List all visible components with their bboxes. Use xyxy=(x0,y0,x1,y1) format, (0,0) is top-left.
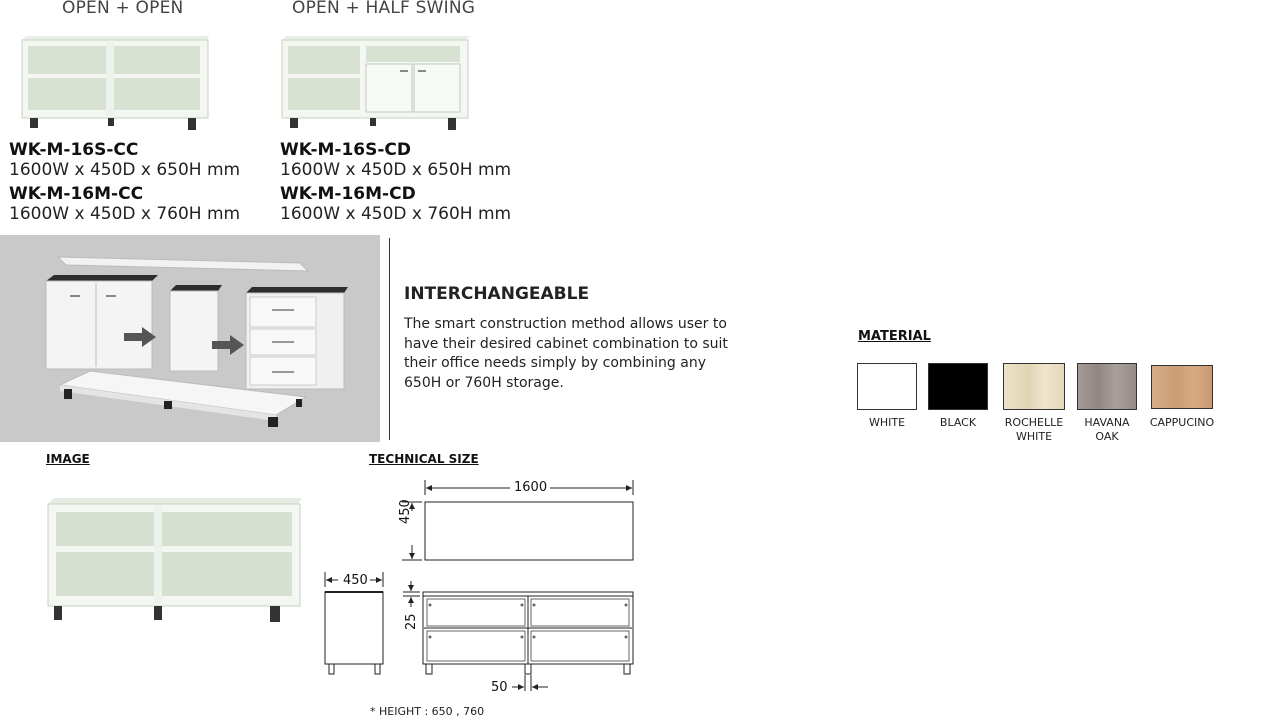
swatch-label-havana-line1: HAVANA xyxy=(1084,416,1130,429)
swatch-label-rochelle-line2: WHITE xyxy=(1015,430,1053,443)
material-title: MATERIAL xyxy=(858,329,931,344)
swatch-label-black: BLACK xyxy=(939,416,977,429)
section-divider xyxy=(389,238,390,440)
plinth-dimension-label: 25 xyxy=(404,613,419,630)
model-dims-16s-cc: 1600W x 450D x 650H mm xyxy=(9,160,241,180)
interchangeable-line-2: have their desired cabinet combination to suit xyxy=(404,335,728,352)
interchangeable-line-3: their office needs simply by combining any xyxy=(404,355,707,371)
depth-dimension-label: 450 xyxy=(398,499,413,524)
swatch-havana-oak[interactable] xyxy=(1077,363,1137,410)
side-view-outline xyxy=(325,592,383,664)
model-dims-16m-cd: 1600W x 450D x 760H mm xyxy=(280,204,512,224)
interchangeable-line-4: 650H or 760H storage. xyxy=(404,374,564,391)
swatch-label-havana-oak xyxy=(1072,416,1142,444)
swatch-label-cappucino: CAPPUCINO xyxy=(1149,416,1215,429)
swatch-label-havana-line2: OAK xyxy=(1095,430,1119,443)
interchangeable-description xyxy=(404,315,734,393)
top-view-outline xyxy=(425,502,633,560)
interchangeable-title: INTERCHANGEABLE xyxy=(404,284,590,304)
cabinet-product-image xyxy=(44,494,306,626)
side-depth-dimension-label: 450 xyxy=(343,573,368,588)
model-code-16s-cd: WK-M-16S-CD xyxy=(280,140,412,160)
model-dims-16m-cc: 1600W x 450D x 760H mm xyxy=(9,204,241,224)
model-dims-16s-cd: 1600W x 450D x 650H mm xyxy=(280,160,512,180)
model-code-16s-cc: WK-M-16S-CC xyxy=(9,140,139,160)
variant-title-open-half-swing: OPEN + HALF SWING xyxy=(292,0,476,18)
cabinet-open-open-image xyxy=(18,32,214,132)
interchangeable-exploded-image xyxy=(0,235,380,442)
variant-title-open-open: OPEN + OPEN xyxy=(62,0,184,18)
leg-dimension-label: 50 xyxy=(491,680,508,695)
swatch-label-white: WHITE xyxy=(868,416,906,429)
interchangeable-line-1: The smart construction method allows user to xyxy=(404,316,727,332)
swatch-cappucino[interactable] xyxy=(1151,365,1213,409)
swatch-black[interactable] xyxy=(928,363,988,410)
model-code-16m-cc: WK-M-16M-CC xyxy=(9,184,144,204)
swatch-label-rochelle-white xyxy=(999,416,1069,444)
swatch-rochelle-white[interactable] xyxy=(1003,363,1065,410)
width-dimension-label: 1600 xyxy=(514,480,548,495)
technical-size-title: TECHNICAL SIZE xyxy=(369,452,479,466)
image-section-title: IMAGE xyxy=(46,452,90,466)
swatch-label-rochelle-line1: ROCHELLE xyxy=(1004,416,1064,429)
cabinet-open-half-swing-image xyxy=(278,32,474,132)
swatch-white[interactable] xyxy=(857,363,917,410)
height-note: * HEIGHT : 650 , 760 xyxy=(370,705,485,718)
model-code-16m-cd: WK-M-16M-CD xyxy=(280,184,416,204)
